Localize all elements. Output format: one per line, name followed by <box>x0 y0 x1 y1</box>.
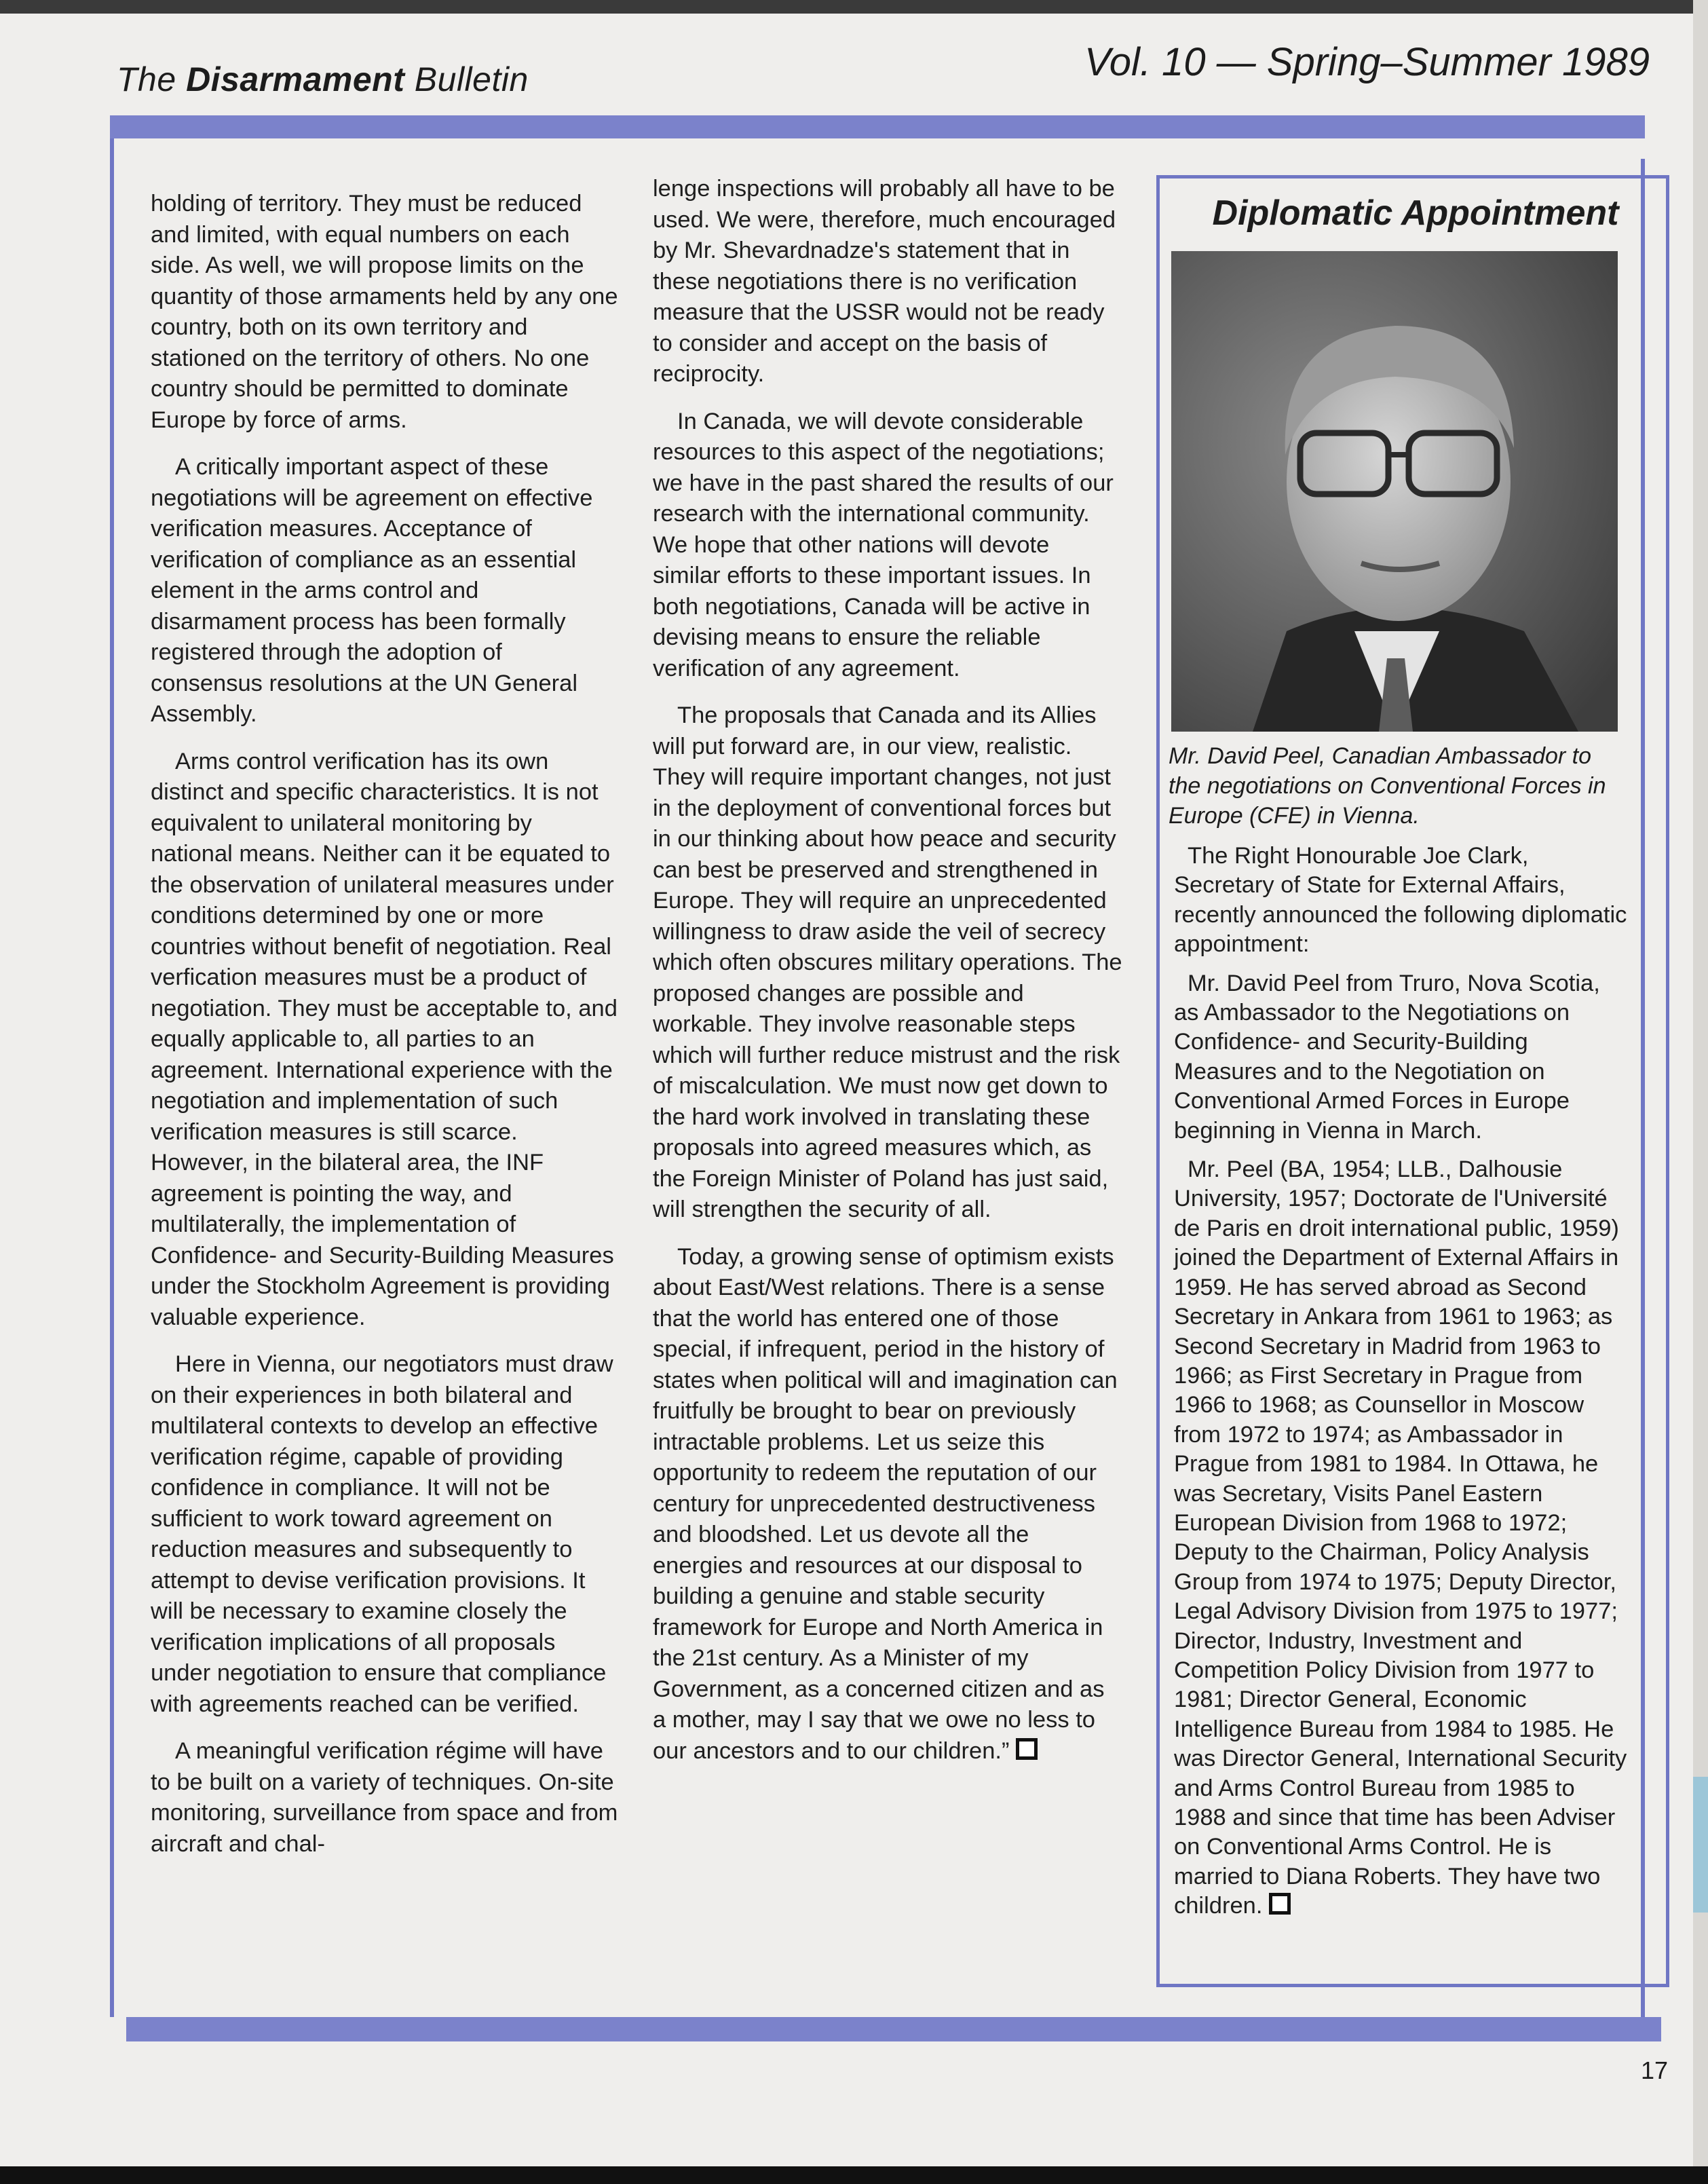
portrait-photo <box>1171 251 1618 732</box>
publication-suffix: Bulletin <box>414 60 529 98</box>
column1-paragraph: Arms control verification has its own distinct and specific characteristics. It is not equivalent to unilateral monitoring by national means. Neither can it be equated to the observation of unilateral measures under conditions determined by one or more countries without benefit of negotiation. Real verfication measures must be a product of negotiation. They must be acceptable to, and equally applicable to, all parties to an agreement. International experience with the negotiation and implementation of such verification measures is still scarce. However, in the bilateral area, the INF agreement is pointing the way, and multilaterally, the implementation of Confidence- and Security-Building Measures under the Stockholm Agreement is providing valuable experience. <box>151 748 618 1330</box>
issue-info: Vol. 10 — Spring–Summer 1989 <box>1084 40 1650 84</box>
column2-paragraph <box>653 1242 1122 1767</box>
column1-paragraph: A critically important aspect of these negotiations will be agreement on effective verification measures. Acceptance of verification of compliance as an essential element in the arms control and disarmament process has been formally registered through the adoption of consensus resolutions at the UN General Assembly. <box>151 454 593 727</box>
portrait-illustration <box>1171 251 1618 732</box>
top-rule <box>110 115 1645 138</box>
bottom-rule <box>126 2017 1661 2041</box>
section-tab-marker <box>1693 1777 1708 1913</box>
article-column-1 <box>151 189 619 1876</box>
publication-title <box>117 60 529 99</box>
sidebar-paragraph: Mr. David Peel from Truro, Nova Scotia, as Ambassador to the Negotiations on Confidence- and Security-Building Measures and to the Negotiation on Conventional Armed Forces in Europe beginning in Vienna in March. <box>1174 970 1600 1144</box>
column2-paragraph: lenge inspections will probably all have to be used. We were, therefore, much encouraged by Mr. Shevardnadze's statement that in these negotiations there is no verification measure that the USSR would not be ready to consider and accept on the basis of reciprocity. <box>653 176 1116 387</box>
column1-paragraph: holding of territory. They must be reduced and limited, with equal numbers on each side. As well, we will propose limits on the quantity of those armaments held by any one country, both on its own territory and stationed on the territory of others. No one country should be permitted to dominate Europe by force of arms. <box>151 191 618 433</box>
sidebar-paragraph <box>1174 1155 1630 1921</box>
page-binding-edge <box>0 0 1708 14</box>
column1-paragraph: Here in Vienna, our negotiators must draw on their experiences in both bilateral and multilateral contexts to develop an effective verification régime, capable of providing confidence in compliance. It will not be sufficient to work toward agreement on reduction measures and subsequently to attempt to devise verification provisions. It will be necessary to examine closely the verification implications of all proposals under negotiation to ensure that compliance with agreements reached can be verified. <box>151 1351 613 1717</box>
column1-paragraph: A meaningful verification régime will have to be built on a variety of techniques. On-site monitoring, surveillance from space and from aircraft and chal- <box>151 1738 618 1857</box>
column2-paragraph: In Canada, we will devote considerable resources to this aspect of the negotiations; we have in the past shared the results of our research with the international community. We hope that other nations will devote similar efforts to these important issues. In both negotiations, Canada will be active in devising means to ensure the reliable verification of any agreement. <box>653 408 1114 681</box>
page-number: 17 <box>1641 2056 1669 2084</box>
end-of-sidebar-icon <box>1269 1893 1291 1915</box>
end-of-article-icon <box>1016 1738 1038 1760</box>
sidebar-title: Diplomatic Appointment <box>1212 193 1619 233</box>
column2-closing-paragraph: Today, a growing sense of optimism exists about East/West relations. There is a sense that the world has entered one of those special, if infrequent, period in the history of states when political will and imagination can fruitfully be brought to bear on previously intractable problems. Let us seize this opportunity to redeem the reputation of our century for unprecedented destructiveness and bloodshed. Let us devote all the energies and resources at our disposal to building a genuine and stable security framework for Europe and North America in the 21st century. As a Minister of my Government, as a concerned citizen and as a mother, may I say that we owe no less to our ancestors and to our children.” <box>653 1243 1118 1764</box>
sidebar-closing-paragraph: Mr. Peel (BA, 1954; LLB., Dalhousie University, 1957; Doctorate de l'Université de Paris en droit international public, 1959) joined the Department of External Affairs in 1959. He has served abroad as Second Secretary in Ankara from 1961 to 1963; as Second Secretary in Madrid from 1963 to 1966; as First Secretary in Prague from 1966 to 1968; as Counsellor in Moscow from 1972 to 1974; as Ambassador in Prague from 1981 to 1984. In Ottawa, he was Secretary, Visits Panel Eastern European Division from 1968 to 1972; Deputy to the Chairman, Policy Analysis Group from 1974 to 1975; Deputy Director, Legal Advisory Division from 1975 to 1977; Director, Industry, Investment and Competition Policy Division from 1977 to 1981; Director General, Economic Intelligence Bureau from 1984 to 1985. He was Director General, International Security and Arms Control Bureau from 1985 to 1988 and since that time has been Adviser on Conventional Arms Control. He is married to Diana Roberts. They have two children. <box>1174 1156 1627 1919</box>
publication-title-bold: Disarmament <box>186 60 405 98</box>
photo-caption: Mr. David Peel, Canadian Ambassador to the negotiations on Conventional Forces in Europe (CFE) in Vienna. <box>1169 743 1606 829</box>
left-column-rule <box>110 138 114 2017</box>
page-bottom-edge <box>0 2166 1708 2184</box>
publication-prefix: The <box>117 60 176 98</box>
sidebar-paragraph: The Right Honourable Joe Clark, Secretary of State for External Affairs, recently announced the following diplomatic appointment: <box>1174 843 1627 958</box>
column2-paragraph: The proposals that Canada and its Allies will put forward are, in our view, realistic. They will require important changes, not just in the deployment of conventional forces but in our thinking about how peace and security can best be preserved and strengthened in Europe. They will require an unprecedented willingness to draw aside the veil of secrecy which often obscures military operations. The proposed changes are possible and workable. They involve reasonable steps which will further reduce mistrust and the risk of miscalculation. We must now get down to the hard work involved in translating these proposals into agreed measures which, as the Foreign Minister of Poland has just said, will strengthen the security of all. <box>653 702 1122 1222</box>
sidebar-text <box>1174 842 1630 1931</box>
article-column-2 <box>653 174 1122 1783</box>
